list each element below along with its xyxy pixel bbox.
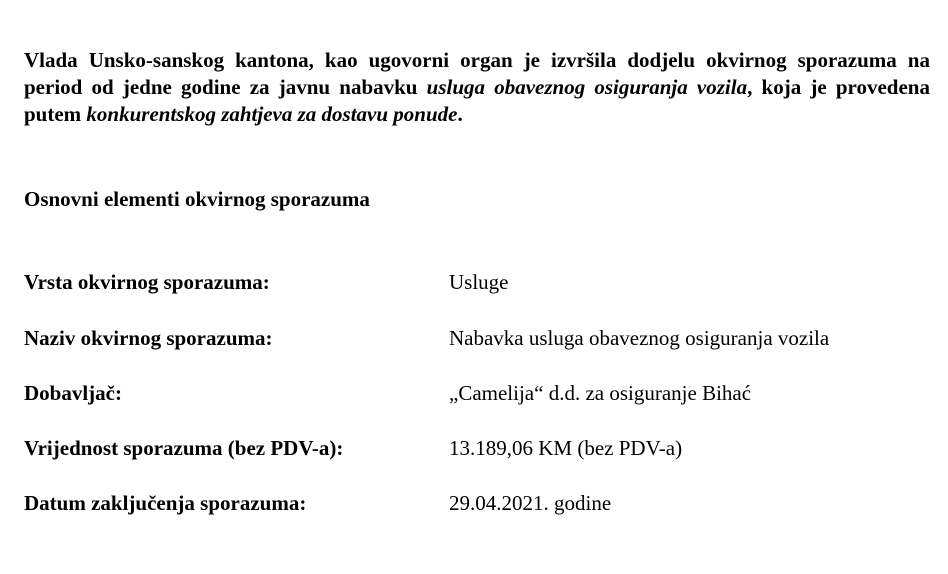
intro-italic-procedure: konkurentskog zahtjeva za dostavu ponude bbox=[86, 102, 458, 126]
field-value-type: Usluge bbox=[449, 270, 509, 294]
field-row-type bbox=[24, 269, 930, 296]
field-label-type: Vrsta okvirnog sporazuma: bbox=[24, 270, 270, 294]
intro-paragraph bbox=[24, 47, 930, 128]
section-title: Osnovni elementi okvirnog sporazuma bbox=[24, 187, 370, 211]
intro-text-3: . bbox=[457, 102, 463, 126]
field-label-value: Vrijednost sporazuma (bez PDV-a): bbox=[24, 436, 344, 460]
field-row-name bbox=[24, 325, 930, 352]
field-label-supplier: Dobavljač: bbox=[24, 381, 122, 405]
intro-text-1: Vlada Unsko-sanskog kantona, kao ugovorni organ je izvršila dodjelu okvirnog sporazuma na period od jedne godine za javnu nabavku bbox=[24, 48, 930, 99]
field-label-name: Naziv okvirnog sporazuma: bbox=[24, 326, 273, 350]
field-value-supplier: „Camelija“ d.d. za osiguranje Bihać bbox=[449, 381, 752, 405]
field-value-value: 13.189,06 KM (bez PDV-a) bbox=[449, 436, 683, 460]
intro-italic-service: usluga obaveznog osiguranja vozila bbox=[426, 75, 748, 99]
field-row-date bbox=[24, 490, 930, 517]
field-row-value bbox=[24, 435, 930, 462]
field-value-date: 29.04.2021. godine bbox=[449, 491, 612, 515]
field-value-name: Nabavka usluga obaveznog osiguranja vozila bbox=[449, 326, 830, 350]
field-row-supplier bbox=[24, 380, 930, 407]
field-label-date: Datum zaključenja sporazuma: bbox=[24, 491, 307, 515]
intro-text-2: , koja je provedena putem bbox=[24, 75, 930, 126]
